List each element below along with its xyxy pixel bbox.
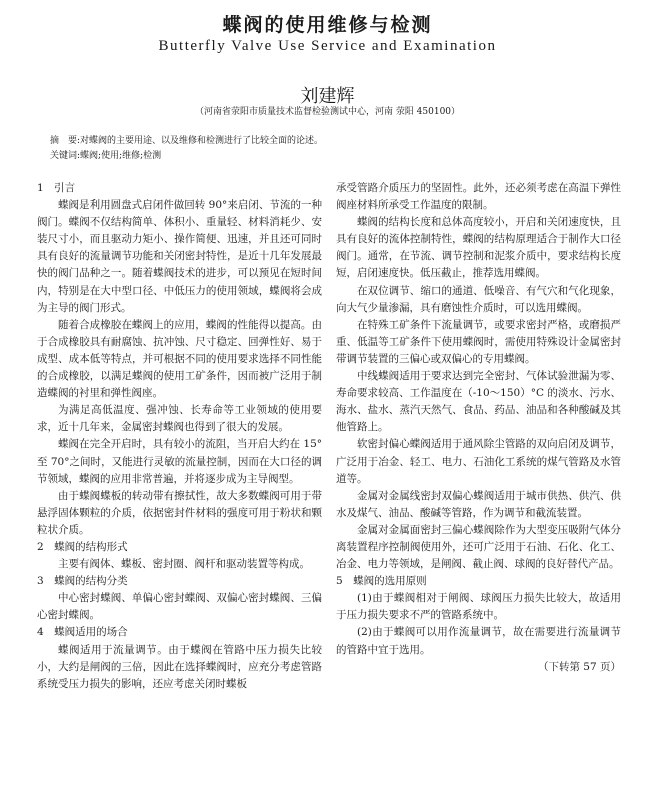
- right-column: [336, 180, 621, 676]
- paragraph: 金属对金属面密封三偏心蝶阀除作为大型变压吸附气体分离装置程序控制阀使用外，还可广泛用于石油、石化、化工、冶金、电力等领域，是闸阀、截止阀、球阀的良好替代产品。: [336, 523, 621, 571]
- article-title-cn: 蝶阀的使用维修与检测: [222, 14, 433, 36]
- section-heading: 4 蝶阀适用的场合: [37, 626, 128, 639]
- keywords: [50, 149, 610, 163]
- abstract-label: 摘 要: [50, 136, 78, 146]
- abstract-text: :对蝶阀的主要用途、以及维修和检测进行了比较全面的论述。: [77, 136, 324, 146]
- paragraph: 中心密封蝶阀、单偏心密封蝶阀、双偏心密封蝶阀、三偏心密封蝶阀。: [37, 592, 322, 622]
- section-heading: 1 引言: [37, 182, 76, 194]
- paragraph: 蝶阀的结构长度和总体高度较小，开启和关闭速度快，且具有良好的流体控制特性，蝶阀的结构原理适合于制作大口径阀门。通常，在节流、调节控制和泥浆介质中，要求结构长度短，启闭速度快。低压截止，推荐选用蝶阀。: [336, 216, 621, 280]
- paragraph: 在双位调节、缩口的通道、低噪音、有气穴和气化现象，向大气少量渗漏，具有磨蚀性介质时，可以选用蝶阀。: [336, 284, 621, 314]
- section-heading: 3 蝶阀的结构分类: [37, 575, 128, 588]
- section-heading: 2 蝶阀的结构形式: [37, 540, 128, 553]
- left-column: [37, 180, 322, 693]
- paragraph: (2)由于蝶阀可以用作流量调节，故在需要进行流量调节的管路中宜于选用。: [336, 626, 621, 656]
- author-affiliation: （河南省荥阳市质量技术监督检验测试中心，河南 荥阳 450100）: [194, 107, 461, 117]
- paragraph: 蝶阀适用于流量调节。由于蝶阀在管路中压力损失比较小，大约是闸阀的三倍，因此在选择蝶阀时，应充分考虑管路系统受压力损失的影响，还应考虑关闭时蝶板: [37, 643, 322, 690]
- article-title-en: Butterfly Valve Use Service and Examination: [158, 38, 497, 54]
- section-heading: 5 蝶阀的选用原则: [336, 575, 427, 588]
- paragraph: 承受管路介质压力的坚固性。此外，还必须考虑在高温下弹性阀座材料所承受工作温度的限制。: [336, 182, 621, 212]
- paragraph: 蝶阀在完全开启时，具有较小的流阻，当开启大约在 15°至 70°之间时，又能进行灵敏的流量控制，因而在大口径的调节领域，蝶阀的应用非常普遍，并将逐步成为主导阀型。: [37, 438, 322, 485]
- continued-note: （下转第 57 页）: [537, 660, 621, 673]
- paragraph: (1)由于蝶阀相对于闸阀、球阀压力损失比较大，故适用于压力损失要求不严的管路系统中。: [336, 592, 621, 622]
- paragraph: 随着合成橡胶在蝶阀上的应用，蝶阀的性能得以提高。由于合成橡胶具有耐腐蚀、抗冲蚀、尺寸稳定、回弹性好、易于成型、成本低等特点，并可根据不同的使用要求选择不同性能的合成橡胶，以满足蝶阀的使用工矿条件，因而被广泛用于制造蝶阀的衬里和弹性阀座。: [37, 318, 322, 400]
- keywords-label: 关键词: [50, 151, 78, 161]
- abstract: [50, 134, 610, 148]
- paragraph: 蝶阀是利用圆盘式启闭件做回转 90°来启闭、节流的一种阀门。蝶阀不仅结构简单、体积小、重量轻、材料消耗少、安装尺寸小，而且驱动力矩小、操作简便、迅速，并且还可同时具有良好的流量调节功能和关闭密封特性，是近十几年发展最快的阀门品种之一。随着蝶阀技术的进步，可以预见在短时间内，特别是在大中型口径、中低压力的使用领域，蝶阀将会成为主导的阀门形式。: [37, 199, 322, 314]
- paragraph: 由于蝶阀蝶板的转动带有擦拭性，故大多数蝶阀可用于带悬浮固体颗粒的介质，依据密封件材料的强度可用于粉状和颗粒状介质。: [37, 489, 322, 536]
- keywords-text: :蝶阀;使用;维修;检测: [77, 151, 162, 161]
- author-name: 刘建辉: [300, 86, 355, 107]
- paragraph: 主要有阀体、蝶板、密封圈、阀杆和驱动装置等构成。: [58, 558, 310, 571]
- paragraph: 中线蝶阀适用于要求达到完全密封、气体试验泄漏为零、寿命要求较高、工作温度在（-10～150）°C 的淡水、污水、海水、盐水、蒸汽天然气、食品、药品、油品和各种酸碱及其他管路上。: [336, 370, 621, 434]
- paragraph: 在特殊工矿条件下流量调节，或要求密封严格，或磨损严重、低温等工矿条件下使用蝶阀时，需使用特殊设计金属密封带调节装置的三偏心或双偏心的专用蝶阀。: [336, 318, 621, 365]
- paragraph: 软密封偏心蝶阀适用于通风除尘管路的双向启闭及调节，广泛用于冶金、轻工、电力、石油化工系统的煤气管路及水管道等。: [336, 438, 621, 485]
- paragraph: 金属对金属线密封双偏心蝶阀适用于城市供热、供汽、供水及煤气、油品、酸碱等管路，作为调节和截流装置。: [336, 489, 621, 519]
- paragraph: 为满足高低温度、强冲蚀、长寿命等工业领域的使用要求，近十几年来，金属密封蝶阀也得到了很大的发展。: [37, 404, 322, 434]
